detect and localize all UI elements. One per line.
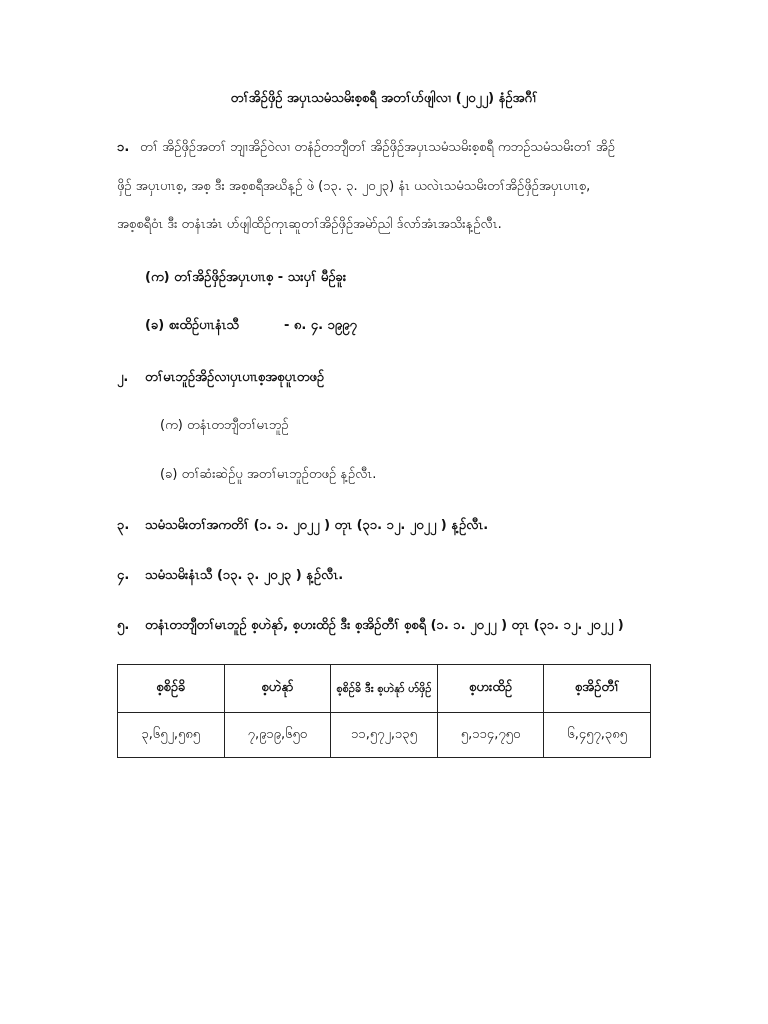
section-1-item-b-label: (ခ) စးထိဉ်ပၢၤနံၤသီ xyxy=(145,318,240,333)
section-5-text: တနံၤတဘျီတၢ်မၤဘူဉ် စ့ဟဲနုာ်, စ့ဟးထိဉ် ဒီး စ့အိဉ်တီၢ် စ့စရီ (၁. ၁. ၂၀၂၂ ) တုၤ (၃၁. ၁၂. ၂၀၂၂ ) xyxy=(145,618,624,633)
balance-table xyxy=(117,664,651,758)
table-header-cell: စ့စိဉ်ခိ xyxy=(118,665,225,713)
section-1-line-2: ဖှိဉ် အပှၤပၢၤစ့, အစ့ ဒီး အစ့စရီအဃိန့ဉ် ဖဲ (၁၃. ၃. ၂၀၂၃) နံၤ ယလဲၤသမံသမိးတၢ်အိဉ်ဖှိဉ်အပှၤပၢၤစ့, xyxy=(117,179,591,194)
section-4-text: သမံသမိးနံၤသီ (၁၃. ၃. ၂၀၂၃ ) န့ဉ်လီၤ. xyxy=(145,568,344,583)
table-cell: ၃,၆၅၂,၅၈၅ xyxy=(118,713,225,758)
table-header-cell: စ့ဟးထိဉ် xyxy=(437,665,544,713)
section-1-line-1: တၢ် အိဉ်ဖှိဉ်အတၢ် ဘျၢအိဉ်ဝဲလၢ တနံဉ်တဘျီတၢ် အိဉ်ဖှိဉ်အပှၤသမံသမိးစ့စရီ ကဘဉ်သမံသမိးတၢ် အိဉ် xyxy=(140,140,615,155)
table-cell: ၇,၉၁၉,၆၅၀ xyxy=(224,713,331,758)
table-row xyxy=(118,713,651,758)
table-header-cell: စ့အိဉ်တီၢ် xyxy=(544,665,651,713)
section-2-item-a: (က) တနံၤတဘျီတၢ်မၤဘူဉ် xyxy=(160,418,289,433)
section-2-heading: တၢ်မၤဘူဉ်အိဉ်လၢပှၤပၢၤစ့အစုပူၤတဖဉ် xyxy=(145,370,325,385)
table-header-row xyxy=(118,665,651,713)
section-1-item-b-value: - ၈. ၄. ၁၉၉၇ xyxy=(284,318,357,333)
section-3-text: သမံသမိးတၢ်အကတိၢ် (၁. ၁. ၂၀၂၂ ) တုၤ (၃၁. ၁၂. ၂၀၂၂ ) န့ဉ်လီၤ. xyxy=(145,518,489,533)
table-cell: ၅,၁၁၄,၇၅၀ xyxy=(437,713,544,758)
section-1-number: ၁. xyxy=(117,140,130,155)
table-header-text: စ့စိဉ်ခိ ဒီး စ့ဟဲနုာ် ပာ်ဖှိဉ် xyxy=(336,682,432,695)
table-cell: ၆,၄၅၇,၃၈၅ xyxy=(544,713,651,758)
table-header-cell xyxy=(331,665,438,713)
section-2-number: ၂. xyxy=(117,370,129,385)
table-header-cell: စ့ဟဲနုာ် xyxy=(224,665,331,713)
section-1-line-3: အစ့စရီဝံၤ ဒီး တနံၤအံၤ ပာ်ဖျါထိဉ်ကုၤဆူတၢ်အိဉ်ဖှိဉ်အမဲာ်ညါ ဒ်လာ်အံၤအသိးန့ဉ်လီၤ. xyxy=(117,217,502,232)
section-3-number: ၃. xyxy=(117,518,130,533)
table-cell: ၁၁,၅၇၂,၁၃၅ xyxy=(331,713,438,758)
section-5-number: ၅. xyxy=(117,618,130,633)
section-1-item-a: (က) တၢ်အိဉ်ဖှိဉ်အပှၤပၢၤစ့ - သးပှၢ် မီဉ်ခူး xyxy=(145,270,347,285)
document-title: တၢ်အိဉ်ဖှိဉ် အပှၤသမံသမိးစ့စရီ အတၢ်ပာ်ဖျါလၢ (၂၀၂၂) နံဉ်အဂီၢ် xyxy=(230,91,538,106)
section-4-number: ၄. xyxy=(117,568,130,583)
section-2-item-b: (ခ) တၢ်ဆံးဆဲဉ်ပူ အတၢ်မၤဘူဉ်တဖဉ် န့ဉ်လီၤ. xyxy=(160,467,377,482)
